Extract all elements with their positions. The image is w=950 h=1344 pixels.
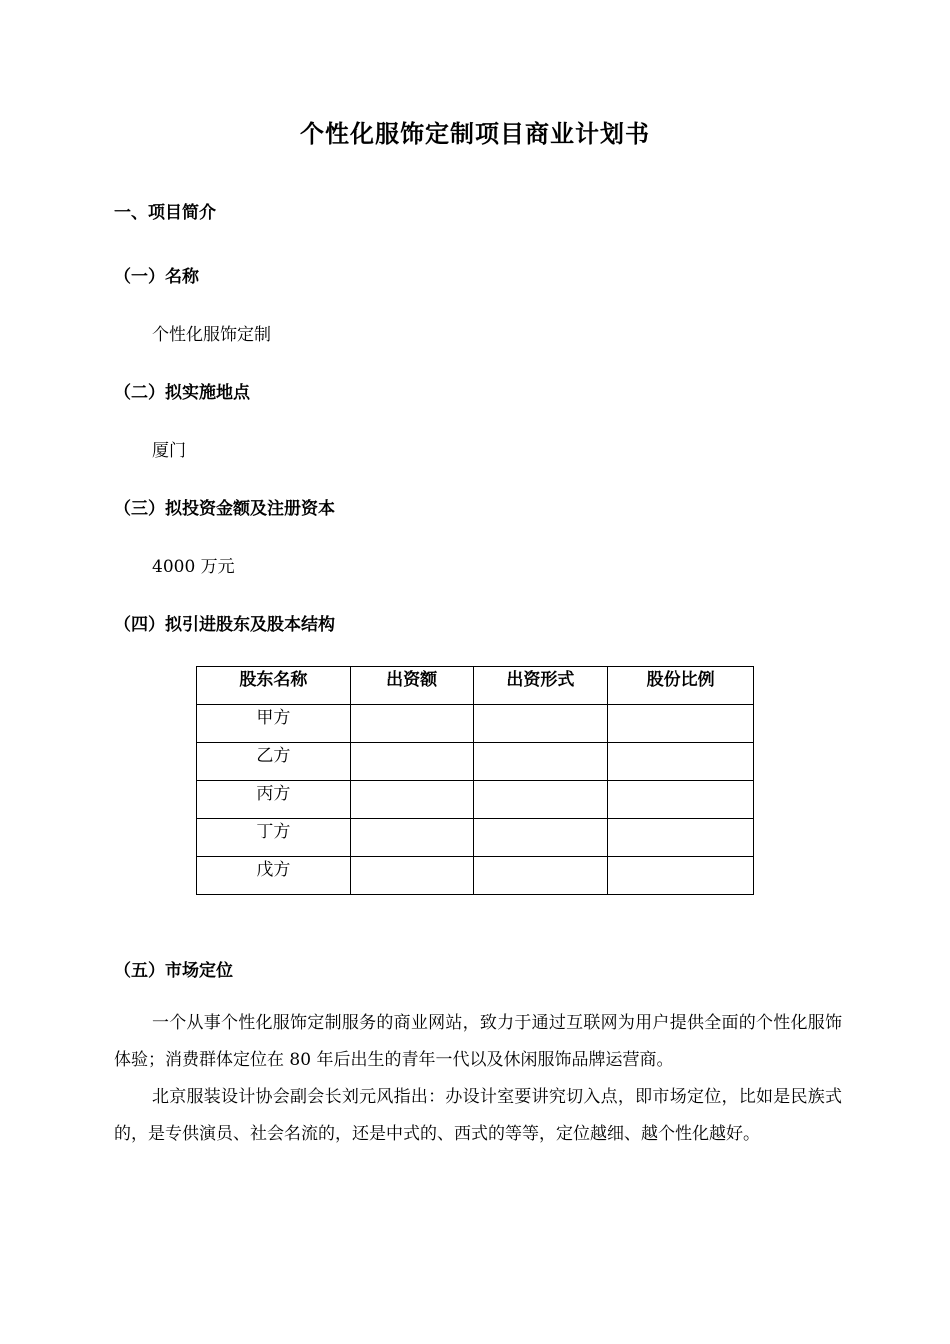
table-cell <box>608 705 754 743</box>
table-cell <box>473 705 608 743</box>
table-cell: 乙方 <box>197 743 351 781</box>
project-name-value: 个性化服饰定制 <box>152 325 271 345</box>
heading-market: （五）市场定位 <box>114 961 233 981</box>
table-row <box>197 819 754 857</box>
table-cell <box>608 857 754 895</box>
table-cell: 戊方 <box>197 857 351 895</box>
table-cell <box>350 705 473 743</box>
table-cell <box>608 819 754 857</box>
table-row <box>197 705 754 743</box>
table-row <box>197 743 754 781</box>
table-cell <box>608 781 754 819</box>
heading-structure: （四）拟引进股东及股本结构 <box>114 615 335 635</box>
table-cell <box>473 781 608 819</box>
table-cell <box>350 819 473 857</box>
table-header-row <box>197 667 754 705</box>
location-value: 厦门 <box>152 441 186 461</box>
table-cell: 甲方 <box>197 705 351 743</box>
header-contribution-form: 出资形式 <box>473 667 608 705</box>
header-contribution-amount: 出资额 <box>350 667 473 705</box>
header-share-ratio: 股份比例 <box>608 667 754 705</box>
document-title: 个性化服饰定制项目商业计划书 <box>300 120 650 148</box>
table-cell <box>473 743 608 781</box>
table-row <box>197 781 754 819</box>
table-cell <box>608 743 754 781</box>
table-cell <box>350 781 473 819</box>
market-paragraph-1: 一个从事个性化服饰定制服务的商业网站，致力于通过互联网为用户提供全面的个性化服饰体验；消费群体定位在 80 年后出生的青年一代以及休闲服饰品牌运营商。 <box>114 1013 842 1070</box>
table-cell <box>473 819 608 857</box>
table-cell: 丁方 <box>197 819 351 857</box>
heading-name: （一）名称 <box>114 267 199 287</box>
heading-capital: （三）拟投资金额及注册资本 <box>114 499 335 519</box>
table-cell <box>473 857 608 895</box>
table-row <box>197 857 754 895</box>
table-cell <box>350 857 473 895</box>
shareholder-table <box>196 666 754 895</box>
market-paragraph-2: 北京服装设计协会副会长刘元风指出：办设计室要讲究切入点，即市场定位，比如是民族式的，是专供演员、社会名流的，还是中式的、西式的等等，定位越细、越个性化越好。 <box>114 1087 842 1144</box>
table-cell <box>350 743 473 781</box>
header-shareholder-name: 股东名称 <box>197 667 351 705</box>
heading-location: （二）拟实施地点 <box>114 383 250 403</box>
section-heading-intro: 一、项目简介 <box>114 203 216 223</box>
table-cell: 丙方 <box>197 781 351 819</box>
capital-value: 4000 万元 <box>152 557 235 577</box>
